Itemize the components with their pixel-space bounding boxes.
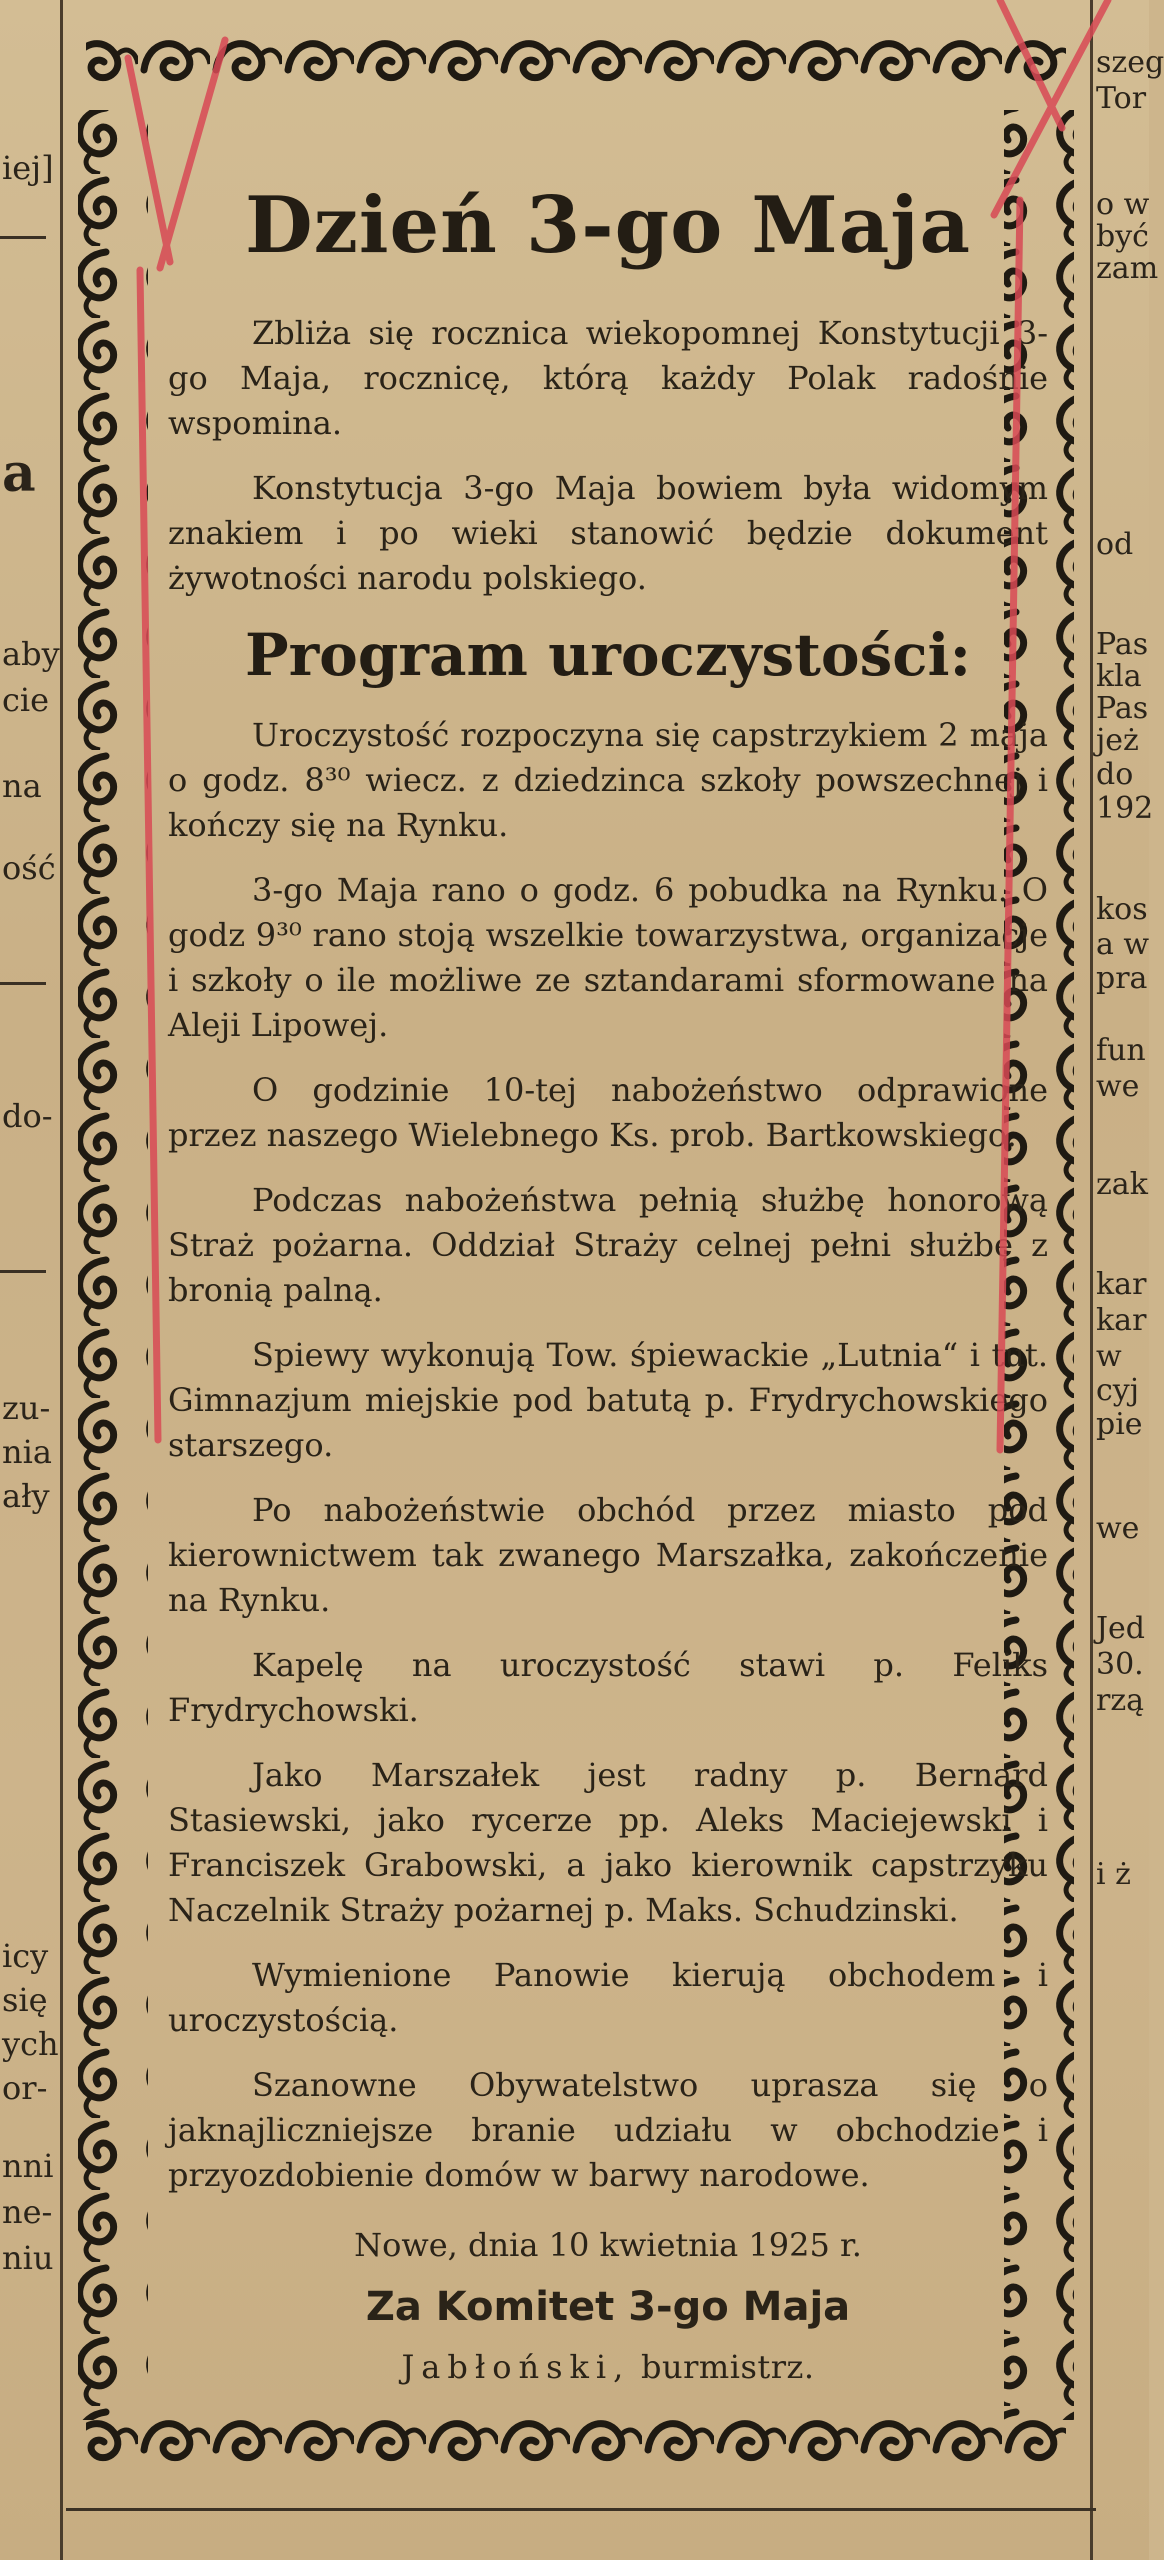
program-item: O godzinie 10-tej nabożeństwo odprawione przez naszego Wielebnego Ks. prob. Bartkowskiego. xyxy=(168,1071,1048,1154)
left-fragment: ych xyxy=(2,2025,59,2063)
right-fragment: kar xyxy=(1096,1267,1147,1302)
right-fragment: i ż xyxy=(1096,1857,1131,1892)
right-fragment: Tor xyxy=(1096,81,1147,116)
right-fragment: zak xyxy=(1096,1167,1148,1202)
left-fragment: nia xyxy=(2,1433,52,1471)
program-item: Wymienione Panowie kierują obchodem i uroczystością. xyxy=(168,1956,1048,2039)
right-fragment: pra xyxy=(1096,961,1148,996)
left-fragment: ne- xyxy=(2,2193,53,2231)
left-fragment: a xyxy=(2,443,36,504)
right-fragment: w xyxy=(1096,1339,1122,1374)
left-fragment: cie xyxy=(2,681,50,719)
signature-title: burmistrz. xyxy=(640,2348,815,2386)
red-vertical-stroke xyxy=(1000,200,1020,1450)
left-fragment: or- xyxy=(2,2069,48,2107)
left-fragment: zu- xyxy=(2,1389,51,1427)
right-fragment: Jed xyxy=(1096,1611,1145,1646)
right-fragment: pie xyxy=(1096,1407,1143,1442)
committee-line: Za Komitet 3-go Maja xyxy=(365,2284,851,2330)
program-item: Kapelę na uroczystość stawi p. Feliks Frydrychowski. xyxy=(168,1646,1048,1729)
right-fragment: we xyxy=(1096,1069,1140,1104)
left-fragment: aby xyxy=(2,635,60,673)
page-divider xyxy=(66,2508,1096,2511)
right-fragment: rzą xyxy=(1096,1683,1145,1718)
red-cross-stroke xyxy=(160,40,225,268)
right-fragment: od xyxy=(1096,527,1134,562)
left-fragment: icy xyxy=(2,1937,49,1975)
program-item: Jako Marszałek jest radny p. Bernard Stasiewski, jako rycerze pp. Aleks Maciejewski i Franciszek Grabowski, a jako kierownik capstrzyku Naczelnik Straży pożarnej p. Maks. Schudzinski. xyxy=(168,1756,1048,1929)
right-fragment: Pas xyxy=(1096,691,1149,726)
left-fragment: niu xyxy=(2,2239,54,2277)
right-fragment: fun xyxy=(1096,1033,1146,1068)
program-item: Spiewy wykonują Tow. śpiewackie „Lutnia“ i tut. Gimnazjum miejskie pod batutą p. Frydrychowskiego starszego. xyxy=(168,1336,1048,1464)
notice-title: Dzień 3-go Maja xyxy=(244,180,972,271)
intro-paragraph: Konstytucja 3-go Maja bowiem była widomym znakiem i po wieki stanowić będzie dokument żywotności narodu polskiego. xyxy=(168,469,1048,597)
signature-name: Jabłoński, xyxy=(401,2348,631,2386)
program-item: Po nabożeństwie obchód przez miasto pod kierownictwem tak zwanego Marszałka, zakończenie na Rynku. xyxy=(168,1491,1048,1619)
red-cross-stroke xyxy=(128,58,170,262)
right-fragment: kar xyxy=(1096,1303,1147,1338)
right-fragment: o w xyxy=(1096,187,1150,222)
left-fragment: na xyxy=(2,767,42,805)
left-fragment: ały xyxy=(2,1477,50,1515)
red-cross-stroke xyxy=(994,0,1108,215)
right-fragment: do xyxy=(1096,757,1134,792)
right-fragment: we xyxy=(1096,1511,1140,1546)
right-fragment: być xyxy=(1096,219,1149,254)
red-vertical-stroke xyxy=(140,270,158,1440)
left-fragment: się xyxy=(2,1981,48,2019)
right-fragment: Pas xyxy=(1096,627,1149,662)
program-item: 3-go Maja rano o godz. 6 pobudka na Rynku. O godz 9³⁰ rano stoją wszelkie towarzystwa, organizacje i szkoły o ile możliwe ze sztandarami sformowane na Aleji Lipowej. xyxy=(168,871,1048,1044)
right-fragment: 192 xyxy=(1096,791,1154,826)
left-fragment: nni xyxy=(2,2147,54,2185)
right-fragment: 30. xyxy=(1096,1647,1144,1682)
left-fragment: do- xyxy=(2,1097,53,1135)
right-fragment: cyj xyxy=(1096,1373,1140,1408)
right-fragment: szeg xyxy=(1096,45,1164,80)
program-item: Uroczystość rozpoczyna się capstrzykiem 2 maja o godz. 8³⁰ wiecz. z dziedzinca szkoły powszechnej i kończy się na Rynku. xyxy=(168,716,1048,844)
left-fragment: ość xyxy=(2,849,56,887)
right-fragment: zam xyxy=(1096,251,1159,286)
right-fragment: kla xyxy=(1096,659,1142,694)
date-line: Nowe, dnia 10 kwietnia 1925 r. xyxy=(354,2226,862,2264)
program-title: Program uroczystości: xyxy=(244,621,972,689)
program-item: Szanowne Obywatelstwo uprasza się o jaknajliczniejsze branie udziału w obchodzie i przyozdobienie domów w barwy narodowe. xyxy=(168,2066,1048,2194)
right-fragment: a w xyxy=(1096,927,1150,962)
program-item: Podczas nabożeństwa pełnią służbę honorową Straż pożarna. Oddział Straży celnej pełni służbę z bronią palną. xyxy=(168,1181,1048,1309)
intro-paragraph: Zbliża się rocznica wiekopomnej Konstytucji 3-go Maja, rocznicę, którą każdy Polak radośnie wspomina. xyxy=(168,314,1048,442)
right-fragment: jeż xyxy=(1096,723,1139,758)
right-fragment: kos xyxy=(1096,892,1148,927)
left-fragment: iej] xyxy=(2,149,54,187)
